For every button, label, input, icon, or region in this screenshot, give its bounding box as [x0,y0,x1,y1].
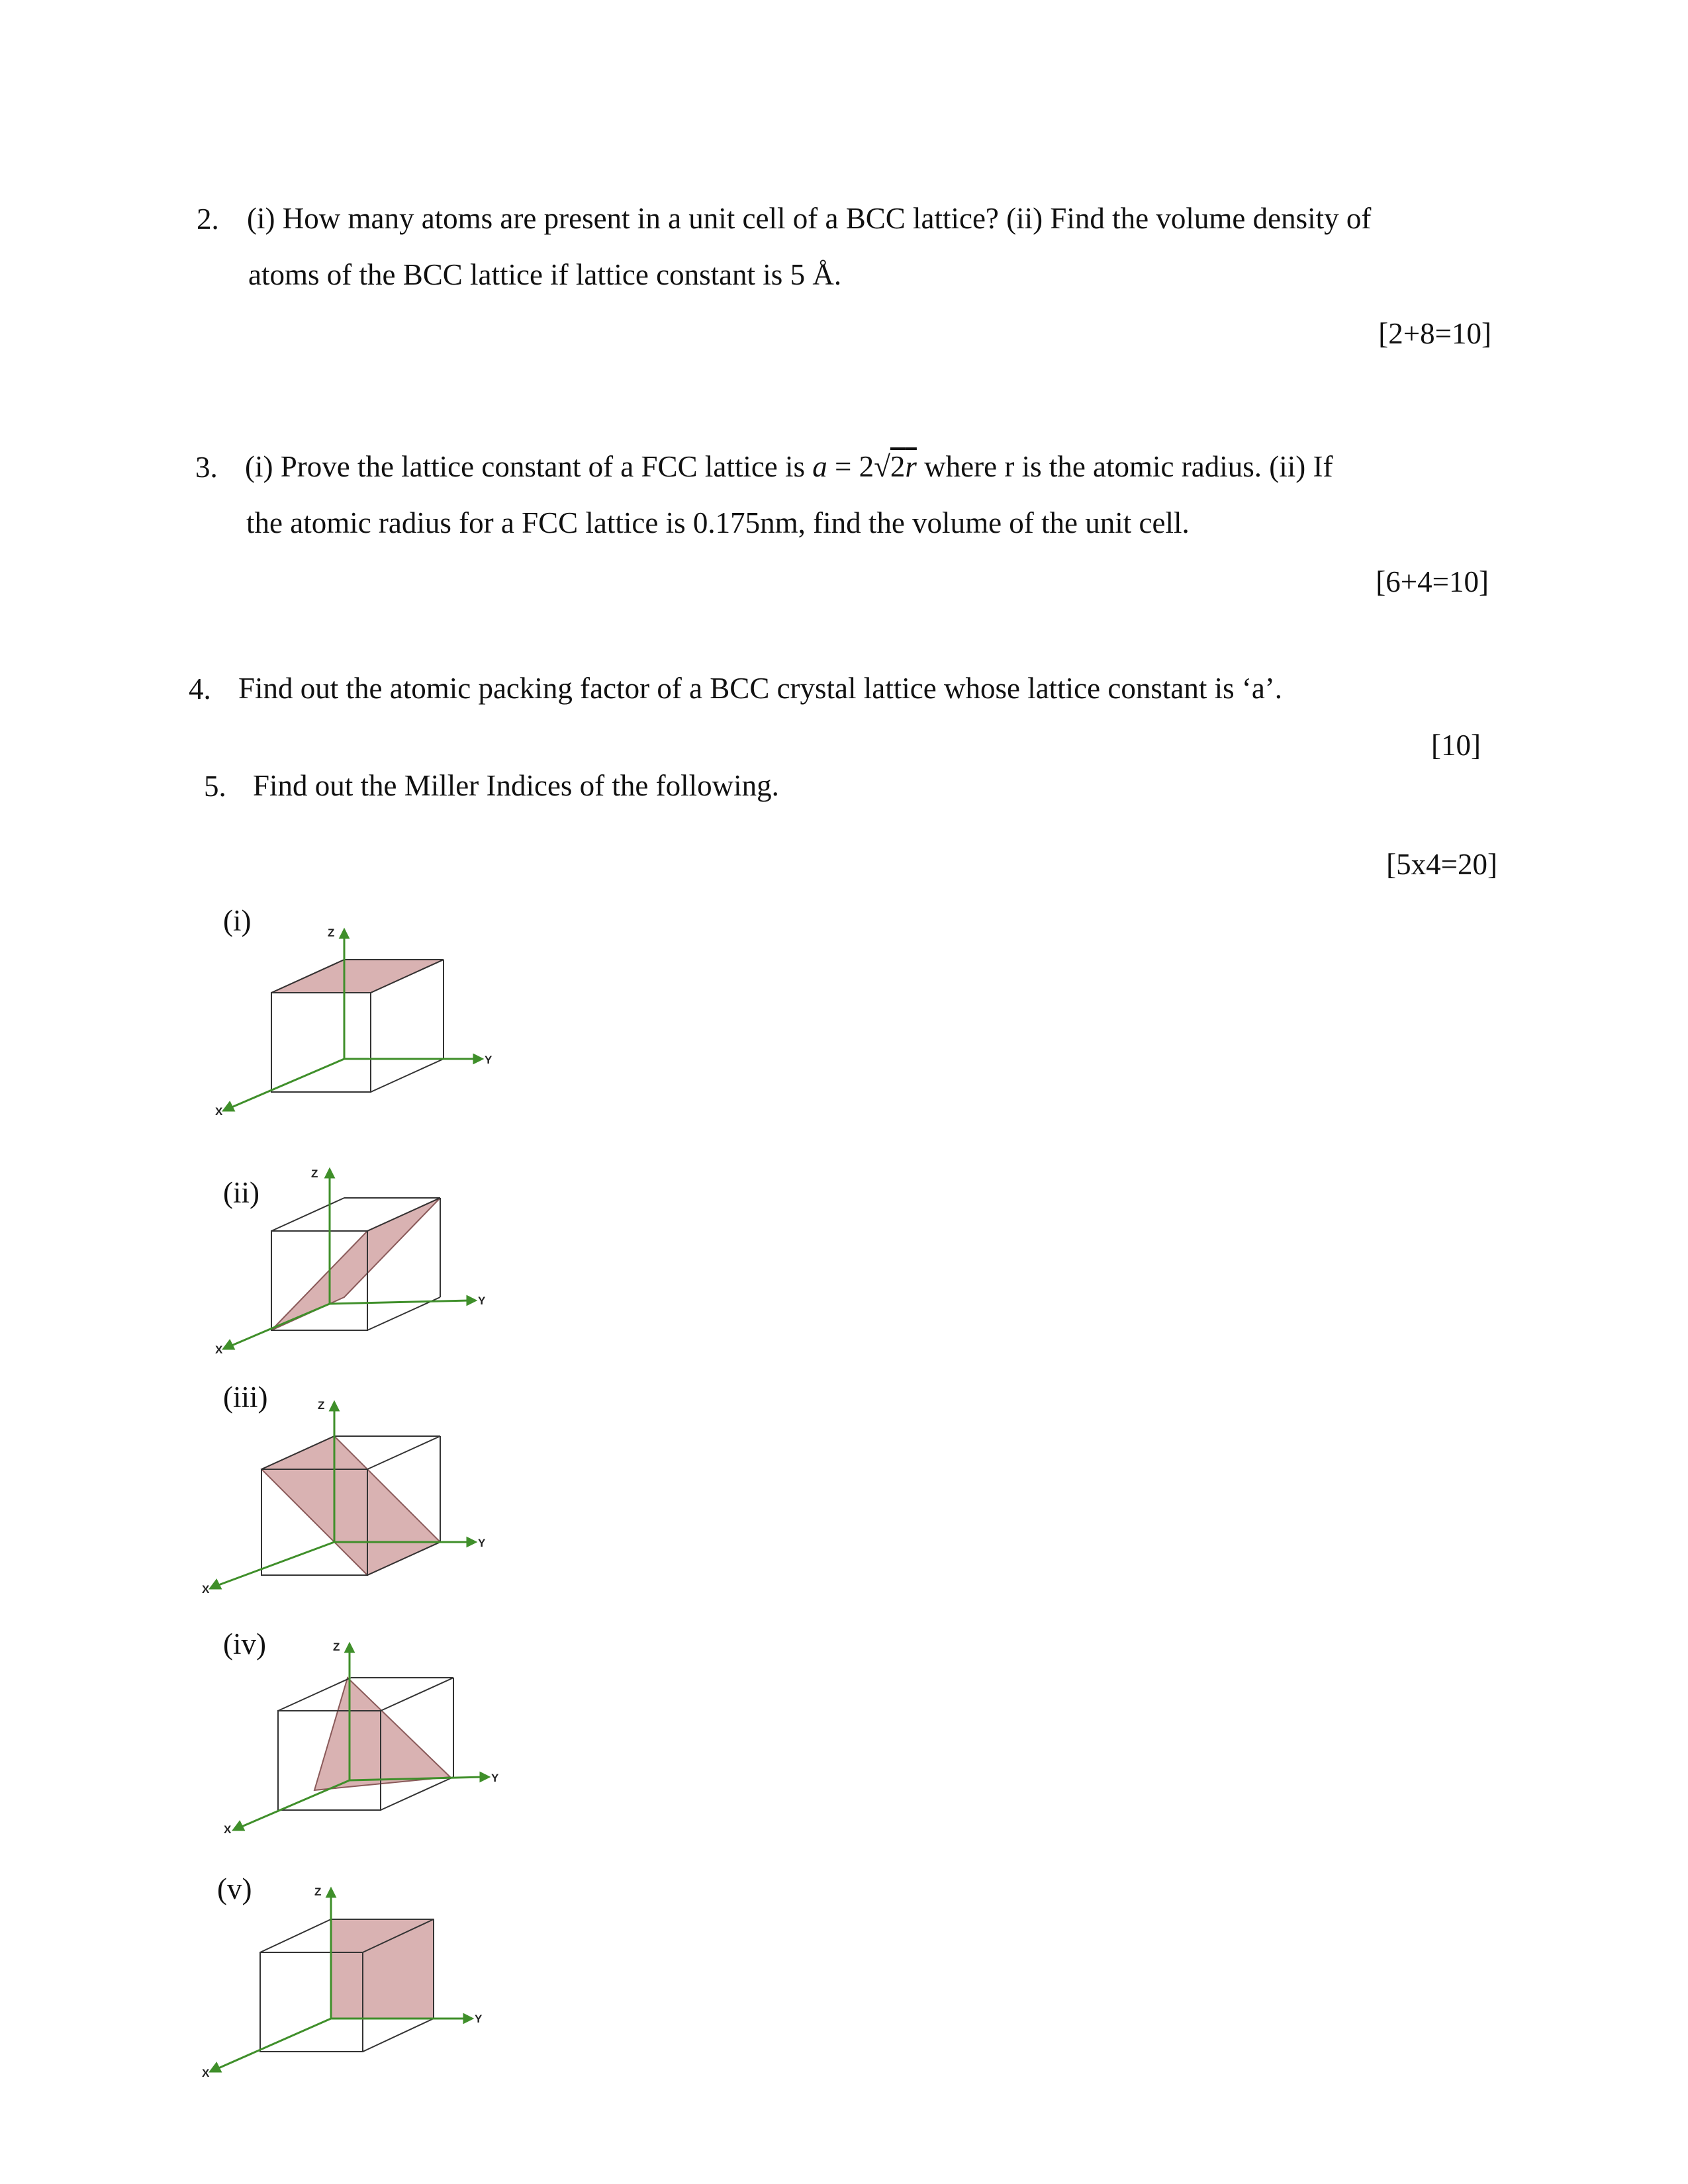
axis-y-label: Y [478,1295,486,1307]
question-3-line-1-pre: (i) Prove the lattice constant of a FCC lattice is [245,450,813,483]
question-4-marks: [10] [1431,729,1481,762]
sqrt-symbol: √2r [874,450,917,483]
miller-plane-cube-icon [199,1880,503,2091]
formula-equals: = 2 [827,450,874,483]
axis-y-label: Y [485,1054,492,1066]
axis-x-label: X [215,1105,223,1118]
question-5-marks: [5x4=20] [1386,848,1497,881]
miller-plane-cube-icon [212,923,503,1122]
axis-x-label: X [202,2067,210,2079]
axis-x-label: X [224,1823,232,1836]
shaded-plane [271,960,444,993]
question-3-number: 3. [195,451,218,484]
question-4-number: 4. [189,672,211,705]
formula-a: a [812,450,827,483]
axis-z-label: Z [328,927,335,939]
axis-z-label: Z [311,1167,318,1180]
axis-y-label: Y [491,1772,499,1784]
question-4-text: Find out the atomic packing factor of a BCC crystal lattice whose lattice constant is ‘a’. [238,672,1283,705]
axis-y-label: Y [475,2013,483,2025]
figure-label-i: (i) [223,904,252,937]
axis-x-label: X [215,1343,223,1356]
question-5-text: Find out the Miller Indices of the following. [253,769,779,802]
figure-label-iii: (iii) [223,1381,268,1414]
question-3-line-1-post: where r is the atomic radius. (ii) If [916,450,1333,483]
axis-z-label: Z [333,1641,340,1653]
question-5-number: 5. [204,770,226,803]
shaded-plane [271,1198,440,1330]
question-2-marks: [2+8=10] [1378,317,1491,350]
question-3-marks: [6+4=10] [1376,565,1489,598]
question-2-line-1: (i) How many atoms are present in a unit cell of a BCC lattice? (ii) Find the volume density of [247,202,1372,235]
shaded-plane [331,1919,434,2019]
axis-z-label: Z [314,1886,322,1898]
formula-r: r [905,450,917,483]
question-2-line-2: atoms of the BCC lattice if lattice constant is 5 Å. [248,258,842,291]
miller-plane-cube-icon [199,1393,503,1605]
axis-x-label: X [202,1583,210,1596]
formula-root: 2 [890,450,906,483]
shaded-plane [314,1678,450,1790]
question-2-number: 2. [197,203,219,236]
miller-plane-cube-icon [212,1635,516,1846]
axis-y-label: Y [478,1537,486,1549]
miller-plane-cube-icon [212,1161,503,1360]
question-3-line-2: the atomic radius for a FCC lattice is 0.175nm, find the volume of the unit cell. [246,506,1190,539]
axis-z-label: Z [318,1399,325,1412]
question-3-line-1 [245,449,1333,484]
figure-label-iv: (iv) [223,1627,266,1661]
figure-label-v: (v) [217,1872,252,1905]
figure-label-ii: (ii) [223,1176,259,1209]
